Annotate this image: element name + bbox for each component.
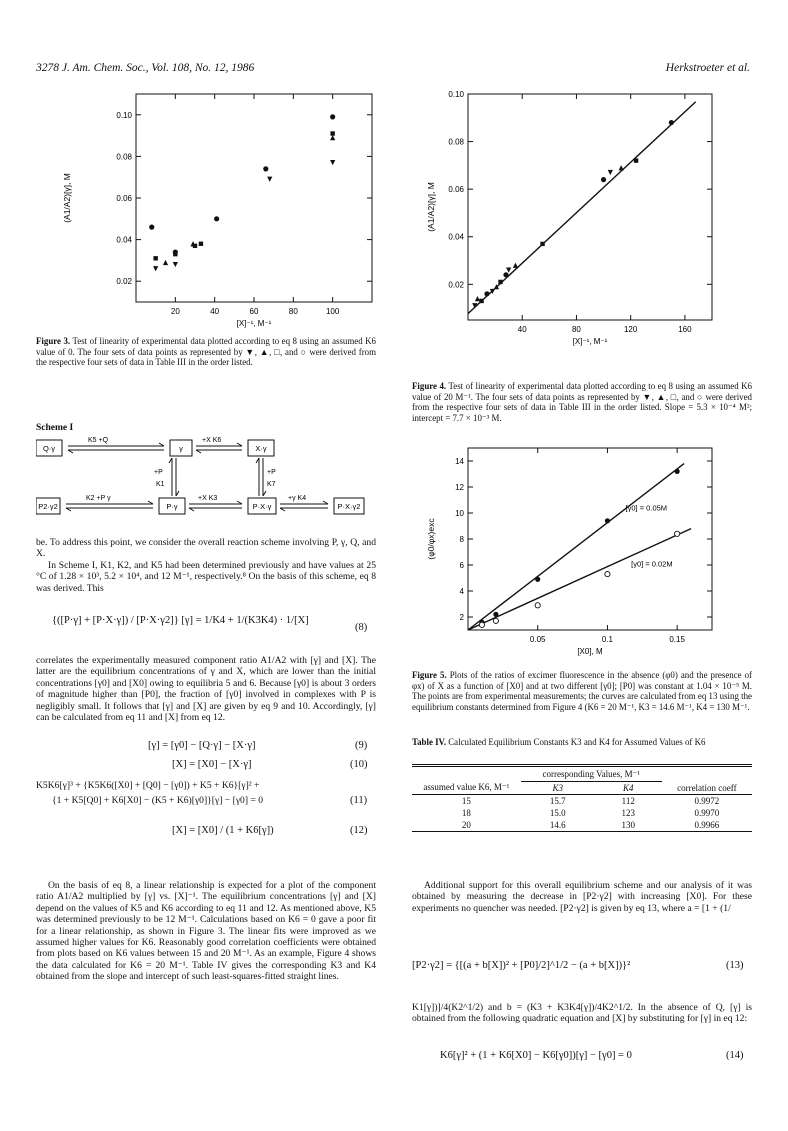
paragraph: Additional support for this overall equilibrium scheme and our analysis of it was obtained by measuring the decrease in [P2·γ2] with increasing [X0]. For these experiments no quencher was needed. [P2·γ2] is given by eq 13, where a = [1 + (1/	[412, 880, 752, 914]
table-header: K4	[622, 783, 634, 793]
equation-11-number: (11)	[350, 795, 368, 806]
running-header-left: 3278 J. Am. Chem. Soc., Vol. 108, No. 12, 1986	[36, 62, 255, 74]
paragraph: In Scheme I, K1, K2, and K5 had been determined previously and have values at 25 °C of 1.28 × 10³, 5.2 × 10⁴, and 12 M⁻¹, respectively.⁸ On the basis of this scheme, eq 8 was derived. This	[36, 559, 376, 594]
data-point-up-triangle	[513, 263, 518, 268]
scheme-arrow-label: +P	[267, 469, 276, 476]
scheme-species-label: P·X·γ	[252, 502, 272, 511]
data-point-up-triangle	[475, 296, 480, 301]
data-point-circle	[263, 166, 268, 171]
table-4-title: Table IV. Calculated Equilibrium Constants K3 and K4 for Assumed Values of K6	[412, 737, 706, 747]
table-cell: 15.7	[549, 796, 566, 806]
plot-frame	[136, 94, 372, 302]
x-tick-label: 40	[210, 307, 220, 316]
data-point-circle	[675, 469, 680, 474]
equation-11-line-2: {1 + K5[Q0] + K6[X0] − (K5 + K6)[γ0]}[γ] − [γ0] = 0	[52, 795, 264, 806]
y-tick-label: 0.06	[448, 185, 464, 195]
equation-10: [X] = [X0] − [X·γ]	[172, 759, 252, 770]
x-tick-label: 120	[623, 325, 638, 334]
right-column-text	[412, 880, 752, 914]
equation-13-number: (13)	[726, 960, 744, 971]
scheme-arrow-label: K5 +Q	[88, 437, 109, 444]
table-cell: 112	[621, 796, 635, 806]
y-tick-label: 8	[459, 535, 464, 544]
right-column-text-2	[412, 1002, 752, 1025]
x-tick-label: 0.15	[669, 635, 685, 644]
series-label-0.02M: [γ0] = 0.02M	[631, 559, 673, 569]
data-point-circle	[173, 249, 178, 254]
y-tick-label: 0.08	[448, 137, 464, 147]
y-axis-label: (A1/A2)[γ], M	[426, 182, 436, 232]
table-row	[412, 795, 752, 807]
scheme-species-label: P·X·γ2	[337, 502, 361, 511]
scheme-species-label: X·γ	[255, 444, 267, 453]
data-point-square	[193, 244, 197, 248]
figure-4-chart	[412, 80, 752, 363]
y-tick-label: 0.04	[116, 235, 132, 245]
scheme-arrow-label: K1	[156, 481, 165, 488]
x-tick-label: 160	[678, 325, 692, 334]
left-column-text	[36, 537, 376, 594]
scheme-arrow-label: K7	[267, 481, 276, 488]
table-cell: 20	[461, 820, 471, 830]
data-point-circle	[493, 612, 498, 617]
data-point-circle	[484, 291, 489, 296]
table-cell: 0.9972	[694, 796, 720, 806]
paragraph: be. To address this point, we consider the overall reaction scheme involving P, γ, Q, and X.	[36, 537, 376, 560]
data-point-down-triangle	[608, 170, 613, 175]
data-point-square	[199, 242, 203, 246]
y-tick-label: 0.06	[116, 194, 132, 203]
scheme-species-label: Q·γ	[42, 444, 56, 453]
data-point-square	[479, 299, 483, 303]
equation-13: [P2·γ2] = {[(a + b[X])² + [P0]/2]^1/2 − (a + b[X])}²	[412, 960, 631, 971]
figure-5-chart	[412, 440, 752, 665]
equation-9-number: (9)	[355, 740, 368, 751]
scheme-arrow-label: +X K6	[202, 437, 222, 444]
equation-12: [X] = [X0] / (1 + K6[γ])	[172, 825, 274, 836]
x-axis-label: [X0], M	[577, 647, 603, 656]
figure-3-chart	[36, 88, 376, 333]
y-tick-label: 0.10	[448, 90, 464, 99]
data-point-down-triangle	[330, 160, 335, 165]
table-cell: 123	[621, 808, 635, 818]
y-tick-label: 0.08	[116, 152, 132, 162]
table-4-grid	[412, 768, 752, 831]
data-point-circle	[503, 272, 508, 277]
table-cell: 18	[461, 808, 471, 818]
data-point-square	[498, 280, 502, 284]
scheme-species-label: γ	[179, 444, 183, 453]
data-point-up-triangle	[163, 260, 168, 265]
data-point-open-circle	[675, 531, 680, 536]
running-header-right: Herkstroeter et al.	[665, 62, 750, 74]
x-axis-label: [X]⁻¹, M⁻¹	[572, 337, 608, 346]
table-cell: 0.9970	[694, 808, 720, 818]
data-point-circle	[330, 114, 335, 119]
paragraph: On the basis of eq 8, a linear relationship is expected for a plot of the component ratio A1/A2 multiplied by [γ] vs. [X]⁻¹. The equilibrium concentrations [γ] and [X] depend on the values of K5 and K6 according to eq 11 and 12. As mentioned above, K5 was determined previously to be 12 M⁻¹. Calculations based on K6 = 0 gave a poor fit for a linear relationship, as shown in Figure 3. The linear fits were improved as we assumed higher values for K6. Reasonably good correlation coefficients were obtained from plots based on K6 values between 15 and 20 M⁻¹. As an example, Figure 4 shows the data calculated for K6 = 20 M⁻¹. Table IV gives the corresponding K3 and K4 obtained from the slope and intercept of such least-squares-fitted straight lines.	[36, 880, 376, 983]
equation-12-number: (12)	[350, 825, 368, 836]
data-point-open-circle	[493, 618, 498, 623]
data-point-circle	[149, 225, 154, 230]
x-tick-label: 60	[249, 307, 259, 316]
equation-8: {([P·γ] + [P·X·γ]) / [P·X·γ2]} [γ] = 1/K4 + 1/(K3K4) · 1/[X]	[52, 615, 309, 626]
scheme-species-label: P·γ	[166, 502, 178, 511]
equation-8-number: (8)	[355, 622, 368, 633]
y-tick-label: 0.02	[116, 277, 132, 287]
x-tick-label: 100	[325, 307, 340, 316]
data-point-up-triangle	[330, 135, 335, 140]
data-point-open-circle	[605, 572, 610, 577]
table-row	[412, 807, 752, 819]
y-tick-label: 12	[455, 483, 464, 492]
table-row	[412, 819, 752, 831]
scheme-arrow-label: +P	[154, 469, 163, 476]
data-point-down-triangle	[173, 262, 178, 267]
y-tick-label: 14	[455, 457, 464, 466]
table-cell: 130	[621, 820, 635, 830]
scheme-species-label: P2·γ2	[38, 502, 58, 511]
table-header: correlation coeff	[677, 783, 737, 793]
paragraph: correlates the experimentally measured component ratio A1/A2 with [γ] and [X]. The latter are the equilibrium concentrations of γ and X, which are lower than the initial concentrations [γ0] and [X0] owing to equilibria 5 and 6. Because [γ0] is about 3 orders of magnitude higher than [P0], the fraction of [γ0] involved in complexes with P is negligibly small. It follows that [γ] and [X] are given by eq 9 and 10. Accordingly, [γ] can be calculated from eq 11 and [X] from eq 12.	[36, 655, 376, 724]
table-cell: 0.9966	[694, 820, 720, 830]
series-label-0.05M: [γ0] = 0.05M	[625, 503, 668, 513]
data-point-down-triangle	[267, 177, 272, 182]
plot-frame	[468, 94, 712, 320]
figure-4-caption: Figure 4. Test of linearity of experimental data plotted according to eq 8 using an assumed K6 value of 20 M⁻¹. The four sets of data points as represented by ▼, ▲, □, and ○ were derived from the respective four sets of data in Table III in the order listed. Slope = 5.3 × 10⁻⁴ M²; intercept = 7.7 × 10⁻³ M.	[412, 381, 752, 423]
figure-5-caption: Figure 5. Plots of the ratios of excimer fluorescence in the absence (φ0) and the presence of φx) of X as a function of [X0] and at two different [γ0]; [P0] was constant at 1.04 × 10⁻⁵ M. The points are from experimental measurements; the curves are calculated from eq 13 using the equilibrium constants determined from Figure 4 (K6 = 20 M⁻¹, K3 = 14.6 M⁻¹, K4 = 130 M⁻¹.	[412, 670, 753, 712]
y-tick-label: 0.04	[448, 232, 464, 242]
equation-14-number: (14)	[726, 1050, 744, 1061]
y-axis-label: (φ0/φx)exc	[426, 518, 436, 560]
left-column-text-2	[36, 655, 376, 723]
x-tick-label: 40	[517, 325, 527, 334]
y-tick-label: 4	[459, 587, 464, 596]
table-header: corresponding Values, M⁻¹	[521, 768, 662, 782]
x-tick-label: 80	[571, 325, 581, 334]
data-point-open-circle	[479, 622, 484, 627]
y-tick-label: 10	[455, 509, 464, 518]
scheme-arrow-label: +γ K4	[288, 495, 307, 502]
scheme-title: Scheme I	[36, 423, 74, 433]
scheme-arrow-label: +X K3	[198, 495, 218, 502]
data-point-circle	[535, 577, 540, 582]
table-cell: 15	[461, 796, 471, 806]
data-point-circle	[214, 216, 219, 221]
data-point-circle	[605, 518, 610, 523]
equation-10-number: (10)	[350, 759, 368, 770]
data-point-down-triangle	[506, 267, 511, 272]
x-tick-label: 0.1	[601, 635, 613, 644]
data-point-square	[540, 242, 544, 246]
y-tick-label: 2	[459, 613, 464, 622]
scheme-arrow-label: K2 +P γ	[86, 495, 111, 502]
y-tick-label: 0.10	[116, 110, 132, 120]
left-column-text-3	[36, 880, 376, 983]
x-tick-label: 0.05	[529, 635, 546, 644]
x-tick-label: 80	[288, 307, 298, 316]
data-point-square	[330, 131, 334, 135]
data-point-circle	[601, 177, 606, 182]
table-header: assumed value K6, M⁻¹	[423, 782, 510, 792]
y-tick-label: 6	[459, 561, 464, 570]
data-point-square	[634, 158, 638, 162]
table-cell: 15.0	[549, 808, 566, 818]
data-point-down-triangle	[153, 266, 158, 271]
data-point-circle	[669, 120, 674, 125]
scheme-i-diagram	[36, 432, 376, 532]
table-4	[412, 764, 752, 832]
equation-11-line-1: K5K6[γ]³ + {K5K6([X0] + [Q0] − [γ0]) + K5 + K6}[γ]² +	[36, 780, 260, 791]
y-axis-label: (A1/A2)[γ], M	[62, 173, 72, 223]
paragraph: K1[γ])]/4(K2^1/2) and b = (K3 + K3K4[γ])/4K2^1/2. In the absence of Q, [γ] is obtained from the following quadratic equation and [X] by substituting for [γ] in eq 12:	[412, 1002, 752, 1025]
y-tick-label: 0.02	[448, 280, 464, 290]
x-tick-label: 20	[170, 307, 180, 316]
figure-3-caption: Figure 3. Test of linearity of experimental data plotted according to eq 8 using an assumed K6 value of 0. The four sets of data points as represented by ▼, ▲, □, and ○ were derived from the respective four sets of data in Table III in the order listed.	[36, 336, 376, 368]
data-point-open-circle	[535, 603, 540, 608]
equation-14: K6[γ]² + (1 + K6[X0] − K6[γ0])[γ] − [γ0] = 0	[440, 1050, 632, 1061]
table-header: K3	[552, 783, 564, 793]
x-axis-label: [X]⁻¹, M⁻¹	[236, 319, 272, 328]
data-point-square	[153, 256, 157, 260]
data-point-up-triangle	[619, 165, 624, 170]
table-cell: 14.6	[549, 820, 566, 830]
equation-9: [γ] = [γ0] − [Q·γ] − [X·γ]	[148, 740, 256, 751]
